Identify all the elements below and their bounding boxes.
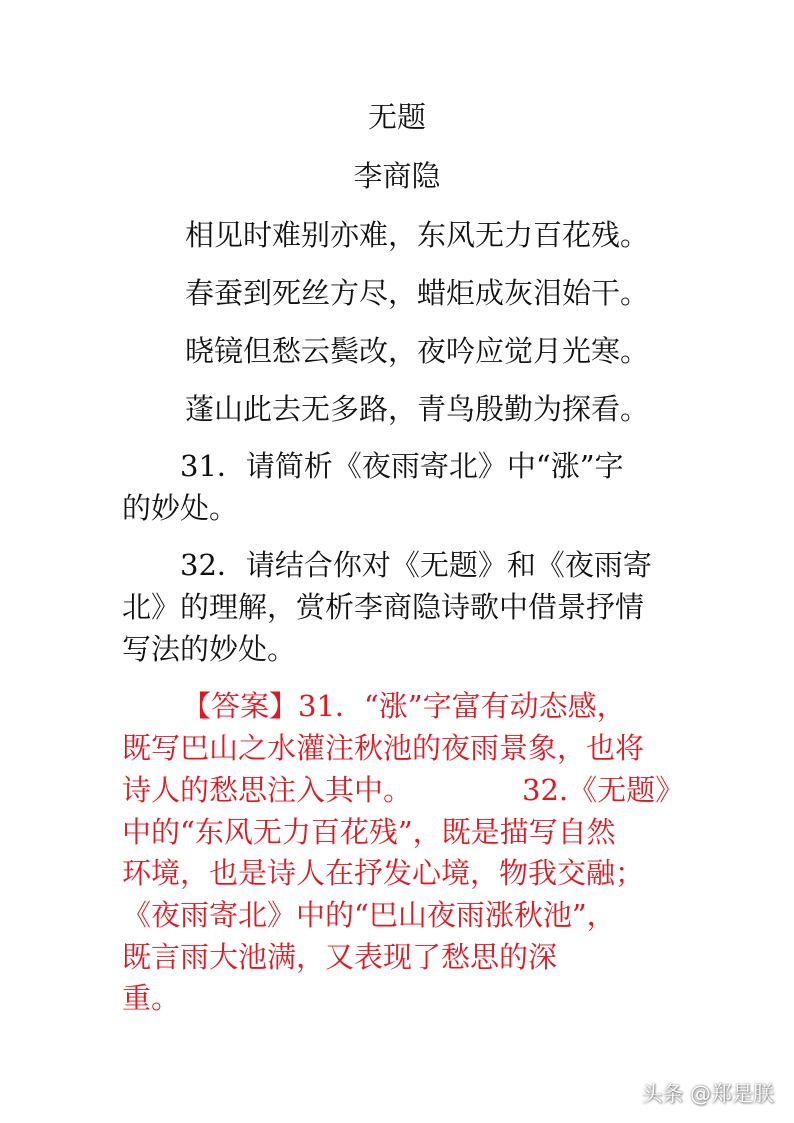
- answer-tag: 【答案】: [182, 689, 299, 723]
- poem-line-4: 蓬山此去无多路，青鸟殷勤为探看。: [185, 392, 650, 426]
- poem-line-3: 晓镜但愁云鬓改，夜吟应觉月光寒。: [185, 334, 650, 368]
- answer-line-4: 中的“东风无力百花残”，既是描写自然: [122, 815, 616, 849]
- answer-line-2: 既写巴山之水灌注秋池的夜雨景象，也将: [122, 731, 645, 765]
- answer-line-1: [182, 686, 626, 726]
- question-32-line-1: 32．请结合你对《无题》和《夜雨寄: [180, 548, 652, 582]
- answer-line-6: 《夜雨寄北》中的“巴山夜雨涨秋池”，: [122, 898, 616, 932]
- answer-31-start: 31．“涨”字富有动态感，: [298, 689, 626, 723]
- question-32-line-2: 北》的理解，赏析李商隐诗歌中借景抒情: [122, 590, 645, 624]
- poem-author: 李商隐: [353, 159, 441, 193]
- poem-title: 无题: [367, 100, 426, 134]
- question-31-line-1: 31．请简析《夜雨寄北》中“涨”字: [180, 449, 624, 483]
- answer-32-start: 32.《无题》: [522, 773, 685, 807]
- question-32-line-3: 写法的妙处。: [122, 632, 297, 666]
- answer-line-7: 既言雨大池满，又表现了愁思的深: [122, 940, 558, 974]
- answer-line-8: 重。: [122, 981, 181, 1015]
- question-31-line-2: 的妙处。: [122, 491, 239, 525]
- poem-line-2: 春蚕到死丝方尽，蜡炬成灰泪始干。: [185, 276, 650, 310]
- answer-line-5: 环境，也是诗人在抒发心境，物我交融；: [122, 856, 645, 890]
- watermark: 头条 @郑是朕: [641, 1082, 774, 1106]
- poem-line-1: 相见时难别亦难，东风无力百花残。: [185, 218, 650, 252]
- answer-line-3: 诗人的愁思注入其中。: [122, 773, 413, 807]
